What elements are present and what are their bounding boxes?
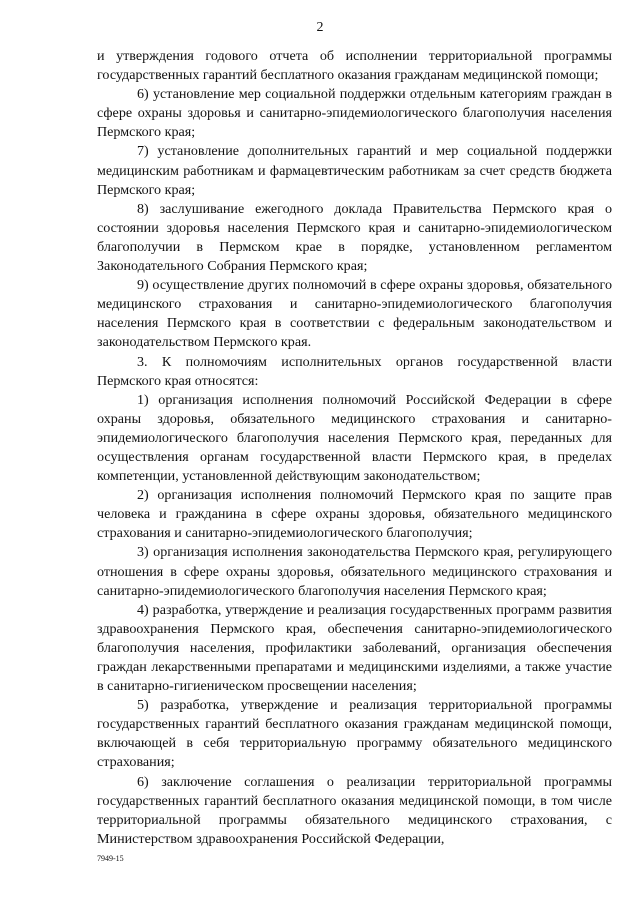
paragraph-item-7: 7) установление дополнительных гарантий и мер социальной поддержки медицинским работникам и фармацевтическим работникам за счет средств бюджета Пермского края; [97, 143, 612, 198]
paragraph-continuation: и утверждения годового отчета об исполнении территориальной программы государственных гарантий бесплатного оказания гражданам медицинской помощи; [97, 48, 612, 84]
page-number: 2 [316, 20, 324, 35]
paragraph-item-9: 9) осуществление других полномочий в сфере охраны здоровья, обязательного медицинского страхования и санитарно-эпидемиологического благополучия населения Пермского края в соответствии с федеральным законодательством и законодательством Пермского края. [97, 277, 612, 351]
paragraph-item-8: 8) заслушивание ежегодного доклада Правительства Пермского края о состоянии здоровья населения Пермского края и санитарно-эпидемиологическом благополучии в Пермском крае в порядке, установленном регламентом Законодательного Собрания Пермского края; [97, 200, 612, 275]
paragraph-section-3: 3. К полномочиям исполнительных органов государственной власти Пермского края относятся: [97, 353, 612, 389]
document-code: 7949-15 [97, 854, 124, 863]
paragraph-subitem-6: 6) заключение соглашения о реализации территориальной программы государственных гарантий бесплатного оказания медицинской помощи, в том числе территориальной программы обязательного медицинского страхования, с Министерством здравоохранения Российской Федерации, [97, 773, 612, 847]
paragraph-subitem-5: 5) разработка, утверждение и реализация территориальной программы государственных гарантий бесплатного оказания гражданам медицинской помощи, включающей в себя территориальную программу обязательного медицинского страхования; [97, 697, 612, 771]
paragraph-subitem-1: 1) организация исполнения полномочий Российской Федерации в сфере охраны здоровья, обязательного медицинского страхования и санитарно-эпидемиологического благополучия населения Пермского края, переданных для осуществления органам государственной власти Пермского края, в пределах компетенции, установленной действующим законодательством; [97, 391, 612, 485]
paragraph-item-6: 6) установление мер социальной поддержки отдельным категориям граждан в сфере охраны здоровья и санитарно-эпидемиологического благополучия населения Пермского края; [97, 86, 612, 141]
paragraph-subitem-2: 2) организация исполнения полномочий Пермского края по защите прав человека и гражданина в сфере охраны здоровья, обязательного медицинского страхования и санитарно-эпидемиологического благополучия; [97, 487, 612, 542]
paragraph-subitem-4: 4) разработка, утверждение и реализация государственных программ развития здравоохранения Пермского края, обеспечения санитарно-эпидемиологического благополучия населения, профилактики заболеваний, организация обеспечения граждан лекарственными препаратами и медицинскими изделиями, а также участие в санитарно-гигиеническом просвещении населения; [97, 601, 612, 695]
document-body [97, 47, 612, 849]
paragraph-subitem-3: 3) организация исполнения законодательства Пермского края, регулирующего отношения в сфере охраны здоровья, обязательного медицинского страхования и санитарно-эпидемиологического благополучия населения Пермского края; [97, 544, 612, 599]
